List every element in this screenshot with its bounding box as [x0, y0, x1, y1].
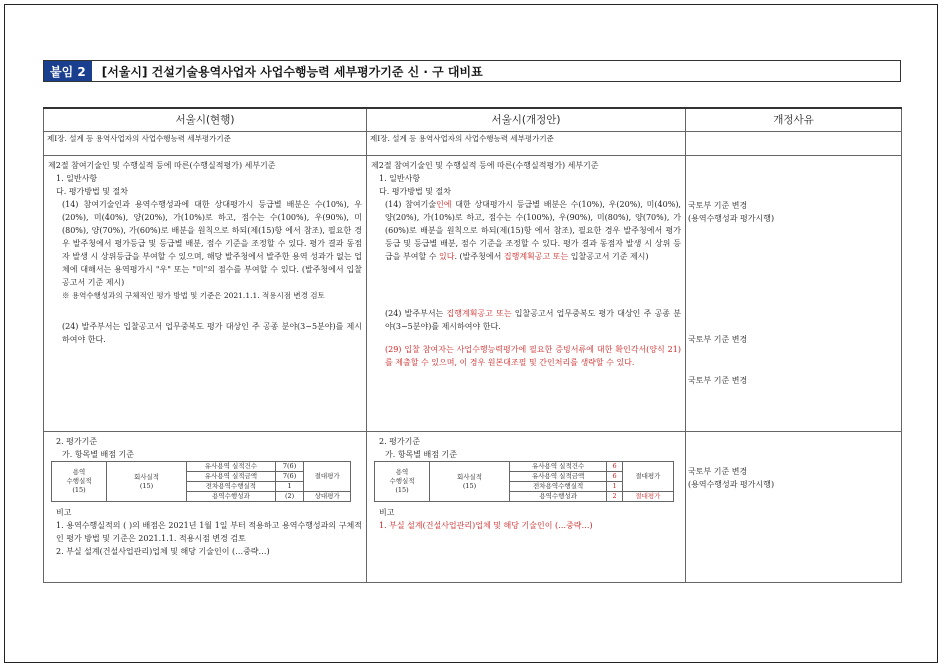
item-method: 다. 평가방법 및 절차 [379, 187, 451, 196]
reason-cell [686, 156, 901, 390]
column-header-reason: 개정사유 [686, 108, 902, 132]
reason-cell [686, 432, 901, 494]
criteria-heading: 2. 평가기준 [379, 437, 421, 446]
score-method: 절대평가 [622, 462, 673, 492]
score-table-revised [374, 461, 674, 502]
section-current [44, 156, 366, 349]
reason-3: 국토부 기준 변경 [688, 376, 748, 385]
score-method: 절대평가 [622, 492, 673, 502]
score-category: 용역 수행실적 (15) [52, 462, 107, 502]
score-item: 용역수행성과 [510, 492, 607, 502]
score-value: 1 [275, 482, 303, 492]
score-item: 유사용역 실적건수 [187, 462, 276, 472]
score-item: 유사용역 실적금액 [510, 472, 607, 482]
memo-note-1: 1. 용역수행실적의 ( )의 배점은 2021년 1월 1일 부터 적용하고 용역수행성과의 구체적인 평가 방법 및 기준은 2021.1.1. 적용시점 변경 검토 [56, 521, 362, 543]
criteria-revised [367, 432, 685, 535]
reason-1-detail: (용역수행성과 평가시행) [688, 480, 775, 489]
score-value: 7(6) [275, 462, 303, 472]
memo-note-1: 1. 부실 설계(건설사업관리)업체 및 해당 기술인이 (…중략…) [379, 521, 593, 530]
chapter-title-current: 제Ⅰ장. 설계 등 용역사업자의 사업수행능력 세부평가기준 [47, 134, 231, 143]
score-item: 유사용역 실적건수 [510, 462, 607, 472]
section-heading: 제2절 참여기술인 및 수행실적 등에 따른(수행실적평가) 세부기준 [48, 161, 276, 170]
criteria-subheading: 가. 항목별 배점 기준 [62, 450, 134, 459]
section-revised [367, 156, 685, 372]
memo-label: 비고 [379, 508, 395, 517]
score-category: 용역 수행실적 (15) [375, 462, 430, 502]
item-general: 1. 일반사항 [56, 174, 98, 183]
memo-label: 비고 [56, 508, 72, 517]
score-value: (2) [275, 492, 303, 502]
reason-2: 국토부 기준 변경 [688, 335, 748, 344]
clause-24: (24) 발주부서는 입찰공고서 업무중복도 평가 대상인 주 공종 분야(3~5분야)를 제시하여야 한다. [62, 322, 362, 344]
score-subcategory: 회사실적 (15) [107, 462, 187, 502]
score-table-current [51, 461, 351, 502]
score-item: 전차용역수행실적 [187, 482, 276, 492]
column-header-current: 서울시(현행) [44, 108, 367, 132]
reason-1: 국토부 기준 변경 [688, 467, 748, 476]
clause-14: (14) 참여기술인과 용역수행성과에 대한 상대평가시 등급별 배분은 수(10%), 우(20%), 미(40%), 양(20%), 가(10%)로 하고, 점수는 수(100%), 우(90%), 미(80%), 양(70%), 가(60%)로 배분을 원칙으로 하되(제(15)항 에서 참조), 필요한 경우 발주청에서 평가등급 및 등급별 배분, 점수 기준을 조정할 수 있다. 평가 결과 동점자 발생 시 상위등급을 부여할 수 있으며, 해당 발주청에서 발주한 용역 성과가 없는 업체에 대해서는 용역평가시 "우" 또는 "미"의 점수를 부여할 수 있다. (발주청에서 입찰공고서 기준 제시) [62, 200, 362, 287]
chapter-title-revised: 제Ⅰ장. 설계 등 용역사업자의 사업수행능력 세부평가기준 [370, 134, 554, 143]
item-method: 다. 평가방법 및 절차 [56, 187, 128, 196]
document-header [43, 60, 901, 82]
score-item: 전차용역수행실적 [510, 482, 607, 492]
score-value: 7(6) [275, 472, 303, 482]
score-method: 상대평가 [304, 492, 351, 502]
score-value: 6 [607, 472, 623, 482]
score-value: 2 [607, 492, 623, 502]
section-heading: 제2절 참여기술인 및 수행실적 등에 따른(수행실적평가) 세부기준 [371, 161, 599, 170]
criteria-current [44, 432, 366, 561]
clause-24: (24) 발주부서는 집행계획공고 또는 입찰공고서 업무중복도 평가 대상인 주 공종 분야(3~5분야)를 제시하여야 한다. [385, 309, 681, 331]
clause-29: (29) 입찰 참여자는 사업수행능력평가에 필요한 증빙서류에 대한 확인각서(양식 21)를 제출할 수 있으며, 이 경우 원본대조필 및 간인처리를 생략할 수 있다. [385, 345, 681, 367]
attachment-tag: 붙임 2 [44, 61, 92, 81]
score-value: 1 [607, 482, 623, 492]
score-value: 6 [607, 462, 623, 472]
reason-1-detail: (용역수행성과 평가시행) [688, 214, 775, 223]
score-item: 유사용역 실적금액 [187, 472, 276, 482]
criteria-heading: 2. 평가기준 [56, 437, 98, 446]
memo-note-2: 2. 부실 설계(건설사업관리)업체 및 해당 기술인이 (…중략…) [56, 547, 270, 556]
clause-14: (14) 참여기술인에 대한 상대평가시 등급별 배분은 수(10%), 우(20%), 미(40%), 양(20%), 가(10%)로 하고, 점수는 수(100%), 우(90%), 미(80%), 양(70%), 가(60%)로 배분을 원칙으로 하되(제(15)항 에서 참조), 필요한 경우 발주청에서 평가등급 및 등급별 배분, 점수 기준을 조정할 수 있다. 평가 결과 동점자 발생 시 상위 등급을 부여할 수 있다. (발주청에서 집행계획공고 또는 입찰공고서 기준 제시) [385, 200, 681, 261]
reason-1: 국토부 기준 변경 [688, 201, 748, 210]
score-method: 절대평가 [304, 462, 351, 492]
document-title: [서울시] 건설기술용역사업자 사업수행능력 세부평가기준 신 · 구 대비표 [101, 64, 483, 79]
clause-note: ※ 용역수행성과의 구체적인 평가 방법 및 기준은 2021.1.1. 적용시점 변경 검토 [62, 291, 325, 300]
score-item: 용역수행성과 [187, 492, 276, 502]
score-subcategory: 회사실적 (15) [430, 462, 510, 502]
comparison-table [43, 107, 902, 583]
column-header-revised: 서울시(개정안) [367, 108, 686, 132]
item-general: 1. 일반사항 [379, 174, 421, 183]
criteria-subheading: 가. 항목별 배점 기준 [385, 450, 457, 459]
